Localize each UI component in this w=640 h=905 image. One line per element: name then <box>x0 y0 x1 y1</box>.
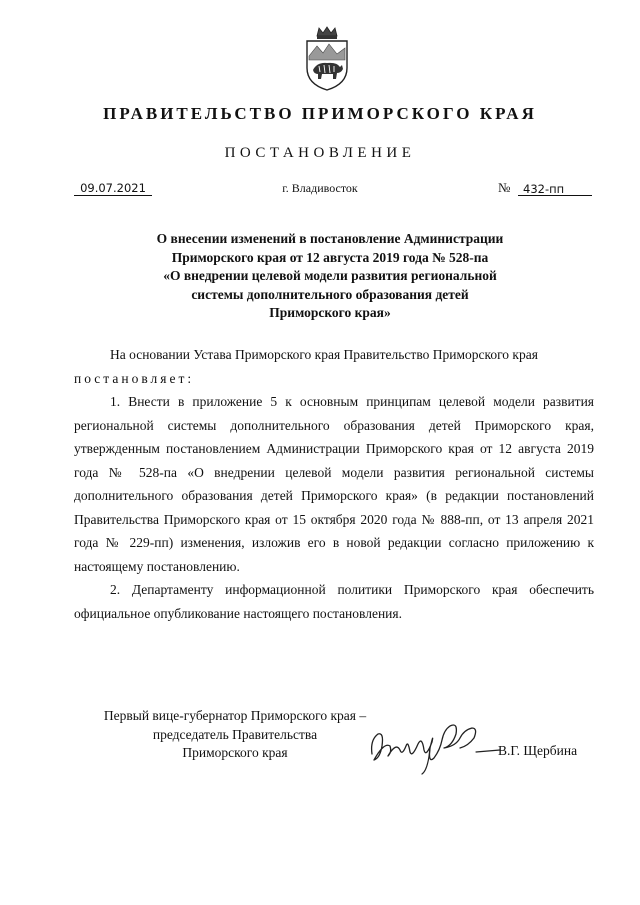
subject-line: О внесении изменений в постановление Администрации <box>156 231 504 246</box>
coat-of-arms-icon <box>303 26 351 92</box>
document-date: 09.07.2021 <box>80 181 146 195</box>
handwritten-signature-icon <box>364 712 504 778</box>
subject-line: Приморского края от 12 августа 2019 года № 528-па <box>171 249 489 265</box>
subject-line: «О внедрении целевой модели развития региональной <box>163 268 497 283</box>
item-1: 1. Внести в приложение 5 к основным принципам целевой модели развития региональной системы дополнительного образования детей Приморского края, утвержденным постановлением Администрации Приморского края от 12 августа 2019 года № 528-па «О внедрении целевой модели развития региональной системы дополнительного образования детей Приморского края» (в редакции постановлений Правительства Приморского края от 15 октября 2020 года № 888-пп, от 13 апреля 2021 года № 229-пп) изменения, изложив его в новой редакции согласно приложению к настоящему постановлению. <box>74 394 594 574</box>
city: г. Владивосток <box>282 181 358 195</box>
number-underline <box>518 195 592 196</box>
item-2: 2. Департаменту информационной политики Приморского края обеспечить официальное опубликование настоящего постановления. <box>74 582 594 621</box>
signer-name: В.Г. Щербина <box>498 743 578 758</box>
number-sign: № <box>498 180 511 195</box>
government-title: ПРАВИТЕЛЬСТВО ПРИМОРСКОГО КРАЯ <box>103 104 537 123</box>
subject-line: системы дополнительного образования детей <box>191 286 469 302</box>
document-type: ПОСТАНОВЛЕНИЕ <box>224 145 416 161</box>
signer-title-line: Приморского края <box>182 745 288 760</box>
signer-title-line: Первый вице-губернатор Приморского края – <box>103 708 367 723</box>
preamble: На основании Устава Приморского края Правительство Приморского края <box>110 347 538 362</box>
document-number: 432-пп <box>523 182 565 196</box>
document-subject <box>110 230 550 323</box>
signer-position <box>84 707 386 763</box>
subject-line: Приморского края» <box>269 305 391 320</box>
document-body <box>74 343 594 625</box>
resolves-word: постановляет: <box>74 370 195 386</box>
signer-title-line: председатель Правительства <box>152 726 318 742</box>
